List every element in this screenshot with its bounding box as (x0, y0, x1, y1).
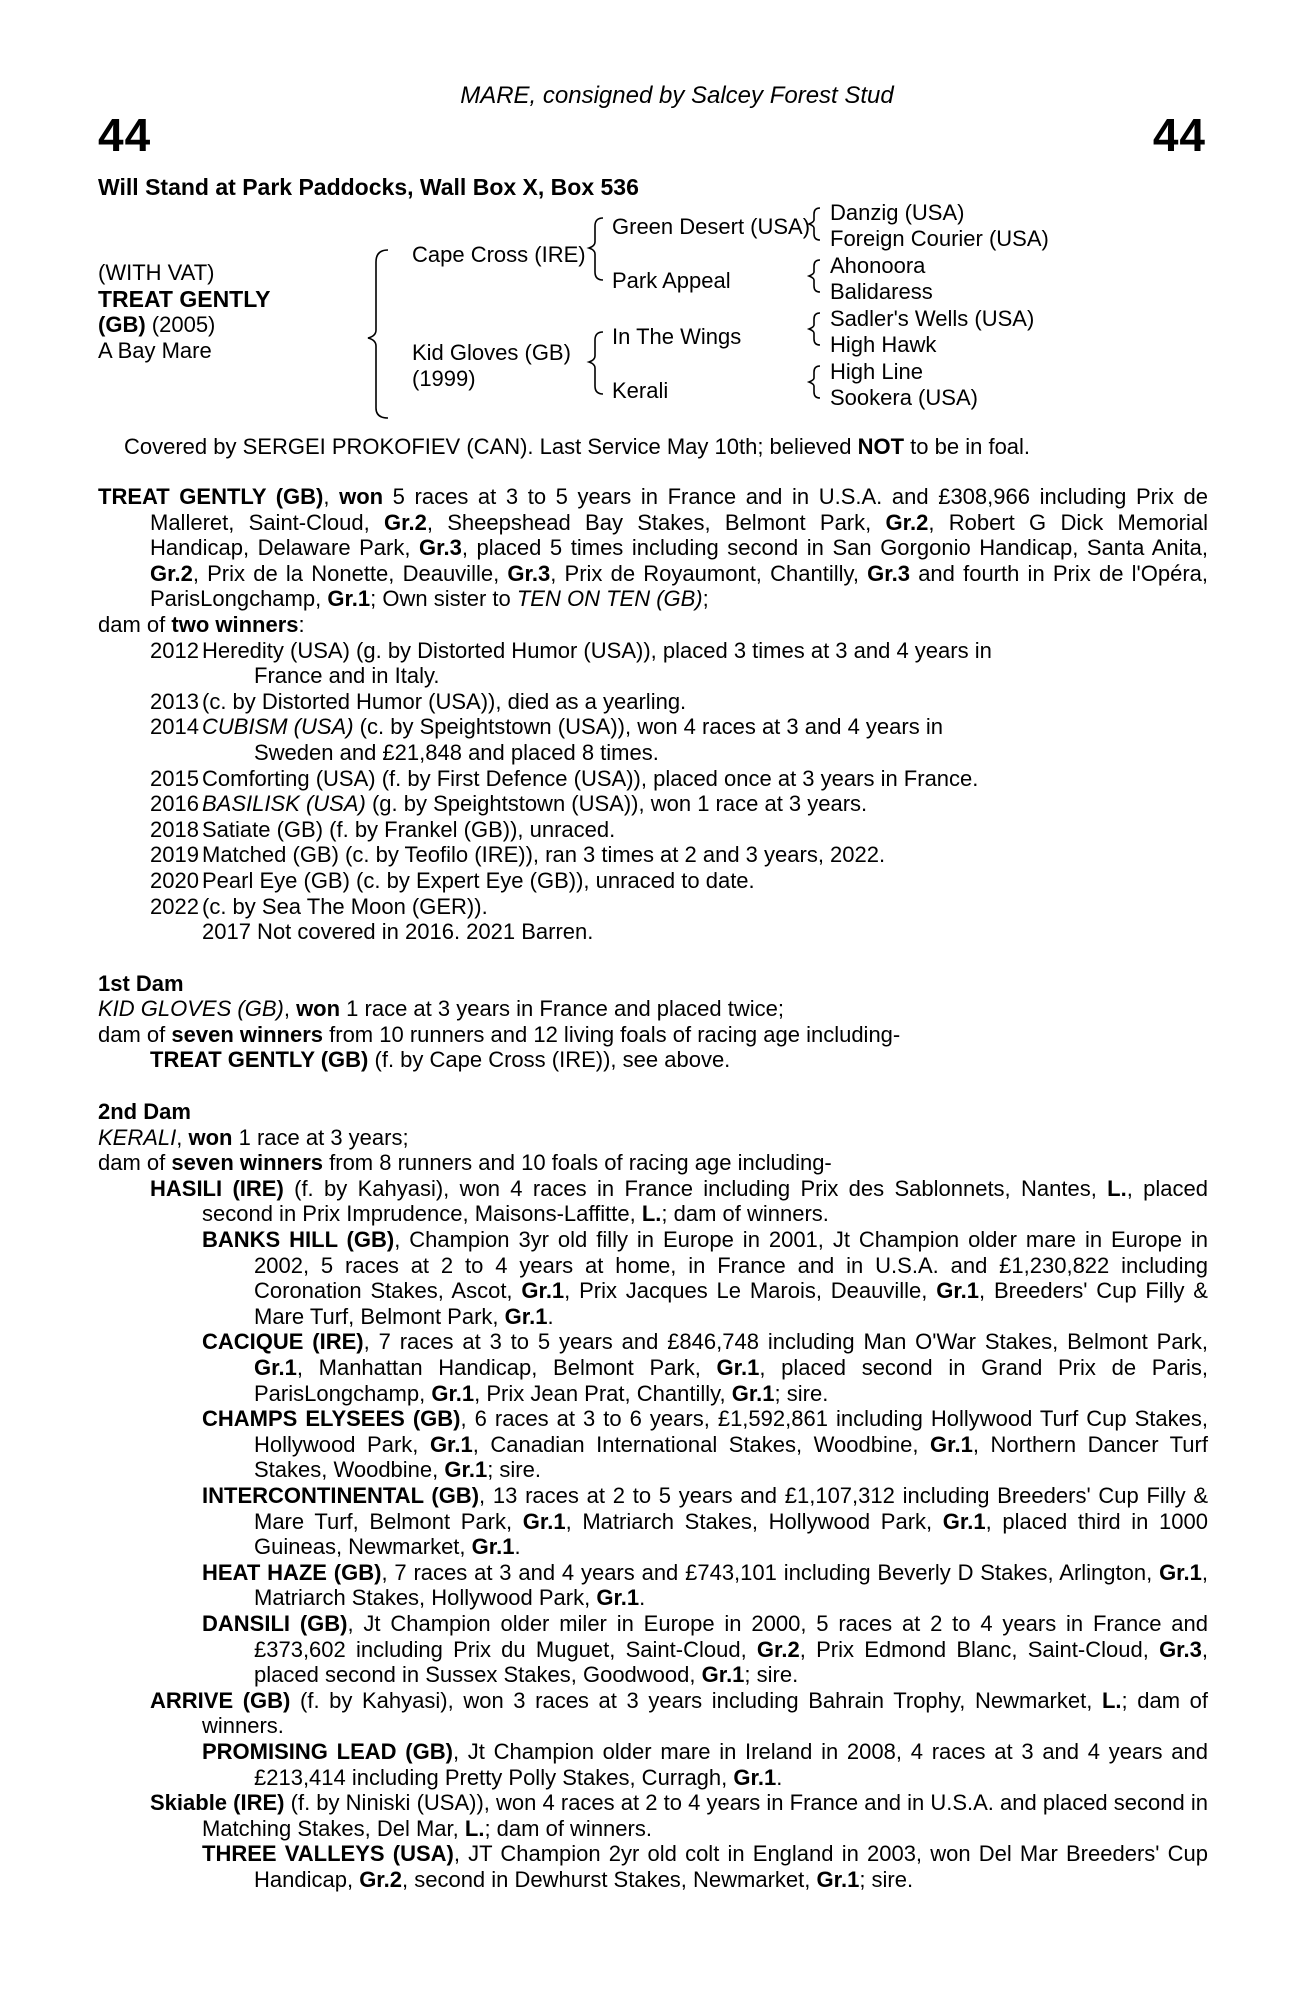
grade: Gr.1 (429, 1431, 473, 1457)
produce-row (98, 894, 1208, 920)
text: (c. by Speightstown (USA)), won 4 races at 3 and 4 years in (353, 714, 943, 740)
text: , Sheepshead Bay Stakes, Belmont Park, (426, 509, 886, 535)
lot-number-right: 44 (1152, 109, 1206, 161)
text: ; sire. (487, 1457, 541, 1483)
grade: Gr.1 (731, 1380, 775, 1406)
text: : (298, 611, 305, 637)
text: , Manhattan Handicap, Belmont Park, (296, 1355, 717, 1380)
grade: Gr.1 (521, 1278, 565, 1304)
text: , 6 races at 3 to 6 years, £1,592,861 including Hollywood Turf Cup Stakes, Hollywood Park, (254, 1406, 1208, 1457)
entry-heat-haze (98, 1560, 1208, 1611)
entry-champs-elysees (98, 1406, 1208, 1483)
stand-location: Will Stand at Park Paddocks, Wall Box X, Box 536 (98, 174, 639, 200)
grade: Gr.1 (733, 1764, 777, 1790)
grade: Gr.1 (444, 1457, 488, 1483)
produce-detail: (c. by Distorted Humor (USA)), died as a yearling. (202, 688, 687, 714)
grade: Gr.1 (816, 1866, 860, 1892)
produce-row (98, 817, 1208, 843)
grade: Gr.1 (942, 1508, 986, 1534)
text: , placed third in 1000 Guineas, Newmarket, (254, 1508, 1208, 1560)
text: 5 races at 3 to 5 years in France and in U.S.A. and £308,966 including Prix de Malleret, Saint-Cloud, (150, 484, 1208, 535)
first-dam-produce (98, 1022, 1208, 1048)
entry-promising-lead (98, 1739, 1208, 1790)
produce-detail (202, 714, 1208, 765)
produce-name: CUBISM (USA) (202, 714, 354, 740)
grade: Gr.2 (885, 509, 929, 535)
vat-note: (WITH VAT) (98, 260, 215, 285)
text: France and in Italy. (254, 663, 440, 689)
grade: L. (1101, 1687, 1122, 1713)
produce-year: 2018 (150, 816, 199, 842)
text: Heredity (USA) (g. by Distorted Humor (USA)), placed 3 times at 3 and 4 years in (202, 637, 992, 663)
dam-sire: In The Wings (612, 324, 742, 349)
entry-arrive (98, 1688, 1208, 1739)
produce-detail: Matched (GB) (c. by Teofilo (IRE)), ran 3 times at 2 and 3 years, 2022. (202, 842, 886, 868)
first-dam-line: KID GLOVES (GB), won 1 race at 3 years in France and placed twice; (98, 996, 784, 1022)
entry-name: ARRIVE (GB) (150, 1687, 291, 1713)
second-dam-name: KERALI (98, 1124, 177, 1150)
entry-name: HASILI (IRE) (150, 1175, 284, 1201)
produce-year: 2014 (150, 714, 199, 740)
dam-of-line (98, 612, 1208, 638)
grandsire-3: Ahonoora (830, 253, 926, 278)
produce-row (98, 919, 1208, 945)
first-dam-name: KID GLOVES (GB) (98, 996, 284, 1022)
text: , placed second in Grand Prix de Paris, ParisLongchamp, (254, 1355, 1209, 1406)
produce-row (98, 868, 1208, 894)
won-label: won (296, 996, 341, 1022)
text: , placed 5 times including second in San Gorgonio Handicap, Santa Anita, (461, 535, 1208, 561)
grade: Gr.1 (701, 1662, 745, 1688)
lot-number-left: 44 (98, 109, 152, 161)
sire: Cape Cross (IRE) (412, 242, 586, 267)
text: (f. by Kahyasi), won 3 races at 3 years including Bahrain Trophy, Newmarket, (290, 1687, 1102, 1713)
produce-year: 2020 (150, 867, 199, 893)
entry-banks-hill (98, 1227, 1208, 1329)
dam-year: (1999) (412, 366, 476, 391)
entry-cacique (98, 1329, 1208, 1406)
produce-detail (202, 791, 1208, 817)
grade: L. (464, 1815, 485, 1841)
text: ; sire. (859, 1866, 914, 1892)
text: , 13 races at 2 to 5 years and £1,107,312 including Breeders' Cup Filly & Mare Turf, Belmont Park, (254, 1482, 1209, 1534)
grade: Gr.1 (254, 1355, 297, 1380)
produce-detail: Comforting (USA) (f. by First Defence (USA)), placed once at 3 years in France. (202, 765, 979, 791)
grade: Gr.1 (471, 1534, 515, 1560)
entry-name: CHAMPS ELYSEES (GB) (202, 1406, 461, 1432)
entry-name: HEAT HAZE (GB) (202, 1559, 382, 1585)
entry-name: CACIQUE (IRE) (202, 1329, 364, 1355)
text: , Prix Jacques Le Marois, Deauville, (564, 1278, 937, 1304)
main-summary: TREAT GENTLY (GB), won 5 races at 3 to 5 years in France and in U.S.A. and £308,966 including Prix de Malleret, Saint-Cloud, Gr.2, Sheepshead Bay Stakes, Belmont Park, Gr.2, Robert G Dick Memorial Handicap, Delaware Park, Gr.3, placed 5 times including second in San Gorgonio Handicap, Santa Anita, Gr.2, Prix de la Nonette, Deauville, Gr.3, Prix de Royaumont, Chantilly, Gr.3 and fourth in Prix de l'Opéra, ParisLongchamp, Gr.1; Own sister to TEN ON TEN (GB); (98, 484, 1208, 612)
grade: L. (1107, 1175, 1127, 1201)
text-bold: seven winners (171, 1021, 324, 1047)
text: ; dam of winners. (484, 1815, 652, 1841)
entry-name: INTERCONTINENTAL (GB) (202, 1482, 480, 1508)
produce-row (98, 842, 1208, 868)
entry-name: THREE VALLEYS (USA) (202, 1841, 454, 1867)
produce-note: 2017 Not covered in 2016. 2021 Barren. (202, 919, 594, 945)
text: , Prix de la Nonette, Deauville, (192, 560, 508, 586)
grade: Gr.3 (1159, 1636, 1202, 1662)
produce-year: 2012 (150, 637, 199, 663)
text: and fourth in Prix de l'Opéra, ParisLongchamp, (150, 560, 1208, 612)
grade: Gr.2 (359, 1866, 402, 1892)
text: , Robert G Dick Memorial Handicap, Delaware Park, (150, 509, 1208, 561)
grade: Gr.1 (504, 1303, 548, 1329)
grade: Gr.1 (327, 586, 371, 612)
entry-three-valleys (98, 1841, 1208, 1892)
grandsire-5: Sadler's Wells (USA) (830, 306, 1035, 331)
text: . (639, 1585, 646, 1611)
grade: Gr.2 (150, 560, 193, 586)
produce-year: 2015 (150, 765, 199, 791)
produce-name: BASILISK (USA) (202, 791, 366, 817)
covered-not: NOT (857, 434, 905, 459)
text: , placed second in Prix Imprudence, Maisons-Laffitte, (202, 1175, 1208, 1227)
text: , Prix de Royaumont, Chantilly, (550, 560, 868, 586)
text: , Breeders' Cup Filly & Mare Turf, Belmont Park, (254, 1278, 1208, 1329)
text: . (514, 1534, 521, 1560)
grade: Gr.2 (756, 1636, 800, 1662)
text: . (547, 1303, 554, 1329)
produce-row (98, 689, 1208, 715)
produce-detail: Pearl Eye (GB) (c. by Expert Eye (GB)), unraced to date. (202, 867, 755, 893)
grade: L. (641, 1201, 662, 1227)
sister-name: TEN ON TEN (GB) (516, 586, 703, 612)
text: , Canadian International Stakes, Woodbine, (472, 1431, 931, 1457)
entry-skiable (98, 1790, 1208, 1841)
grandsire-1: Danzig (USA) (830, 200, 965, 225)
horse-year: (2005) (151, 312, 216, 337)
sire-dam: Park Appeal (612, 268, 731, 293)
text: , Northern Dancer Turf Stakes, Woodbine, (254, 1431, 1208, 1483)
produce-year (98, 919, 202, 945)
text: . (776, 1764, 783, 1790)
text: (f. by Niniski (USA)), won 4 races at 2 to 4 years in France and in U.S.A. and placed second in Matching Stakes, Del Mar, (202, 1790, 1208, 1841)
entry-dansili (98, 1611, 1208, 1688)
text-bold: seven winners (171, 1150, 324, 1176)
horse-description: A Bay Mare (98, 338, 212, 363)
text: dam of (98, 1021, 172, 1047)
granddam-8: Sookera (USA) (830, 385, 978, 410)
pedigree-table (98, 200, 1218, 420)
sire-sire: Green Desert (USA) (612, 214, 811, 239)
grade: Gr.3 (867, 560, 910, 586)
produce-row (98, 766, 1208, 792)
granddam-2: Foreign Courier (USA) (830, 226, 1049, 251)
text: ; dam of winners. (661, 1201, 829, 1227)
first-dam-heading: 1st Dam (98, 970, 184, 996)
consignment-line: MARE, consigned by Salcey Forest Stud (460, 82, 894, 109)
second-dam-produce (98, 1150, 1208, 1176)
covered-tail: to be in foal. (904, 434, 1031, 459)
entry-intercontinental (98, 1483, 1208, 1560)
grade: Gr.1 (596, 1585, 640, 1611)
grade: Gr.1 (431, 1380, 475, 1406)
produce-row (98, 791, 1208, 817)
entry-name: BANKS HILL (GB) (202, 1227, 395, 1253)
text: , second in Dewhurst Stakes, Newmarket, (402, 1866, 817, 1892)
text: ; sire. (744, 1662, 799, 1688)
produce-year: 2019 (150, 842, 199, 868)
text: (f. by Kahyasi), won 4 races in France including Prix des Sablonnets, Nantes, (283, 1175, 1108, 1201)
first-dam-entry (98, 1047, 1208, 1073)
text: , Jt Champion older mare in Ireland in 2008, 4 races at 3 and 4 years and £213,414 including Pretty Polly Stakes, Curragh, (254, 1738, 1208, 1790)
grandsire-7: High Line (830, 359, 923, 384)
produce-year: 2022 (150, 893, 199, 919)
text: 1 race at 3 years; (232, 1124, 409, 1150)
text: ; dam of winners. (202, 1687, 1208, 1739)
entry-hasili (98, 1176, 1208, 1227)
text: , placed second in Sussex Stakes, Goodwood, (254, 1636, 1208, 1688)
text: ; Own sister to (370, 586, 517, 612)
produce-detail: (c. by Sea The Moon (GER)). (202, 893, 488, 919)
entry-name: DANSILI (GB) (202, 1610, 348, 1636)
text: , Prix Jean Prat, Chantilly, (474, 1380, 732, 1406)
grade: Gr.1 (936, 1278, 980, 1304)
grade: Gr.1 (522, 1508, 566, 1534)
covered-text: Covered by SERGEI PROKOFIEV (CAN). Last Service May 10th; believed (124, 434, 858, 459)
produce-row (98, 638, 1208, 689)
text: ; (702, 586, 709, 612)
granddam-6: High Hawk (830, 332, 937, 357)
text: (f. by Cape Cross (IRE)), see above. (368, 1047, 731, 1073)
text: , Matriarch Stakes, Hollywood Park, (254, 1559, 1208, 1611)
grade: Gr.3 (507, 560, 551, 586)
text: , Prix Edmond Blanc, Saint-Cloud, (799, 1636, 1160, 1662)
produce-row (98, 714, 1208, 765)
text: , Champion 3yr old filly in Europe in 2001, Jt Champion older mare in Europe in 2002, 5 races at 2 to 4 years at home, in France and in U.S.A. and £1,230,822 including Coronation Stakes, Ascot, (254, 1227, 1208, 1304)
entry-name: TREAT GENTLY (GB) (150, 1047, 369, 1073)
text: , Matriarch Stakes, Hollywood Park, (565, 1508, 943, 1534)
text: , Jt Champion older miler in Europe in 2000, 5 races at 2 to 4 years in France and £373,602 including Prix du Muguet, Saint-Cloud, (254, 1610, 1208, 1662)
produce-detail (202, 638, 1208, 689)
dam-dam: Kerali (612, 378, 669, 403)
grade: Gr.1 (930, 1431, 973, 1457)
text: from 8 runners and 10 foals of racing age including- (323, 1150, 832, 1176)
text: (g. by Speightstown (USA)), won 1 race at 3 years. (365, 791, 868, 817)
produce-list (98, 638, 1208, 945)
text: , 7 races at 3 to 5 years and £846,748 including Man O'War Stakes, Belmont Park, (363, 1329, 1209, 1355)
covered-note (124, 434, 1030, 460)
horse-country: (GB) (98, 312, 146, 337)
text: Sweden and £21,848 and placed 8 times. (254, 739, 659, 765)
text: , 7 races at 3 and 4 years and £743,101 including Beverly D Stakes, Arlington, (381, 1559, 1160, 1585)
text: 1 race at 3 years in France and placed twice; (340, 996, 784, 1022)
won-label: won (339, 484, 384, 509)
second-dam-line: KERALI, won 1 race at 3 years; (98, 1124, 409, 1150)
produce-year: 2016 (150, 791, 199, 817)
text: dam of (98, 611, 172, 637)
grade: Gr.3 (419, 535, 462, 561)
grade: Gr.1 (1159, 1559, 1202, 1585)
text: ; sire. (774, 1380, 829, 1406)
entry-name: Skiable (IRE) (150, 1790, 285, 1816)
text-bold: two winners (171, 611, 299, 637)
horse-origin (98, 312, 215, 338)
granddam-4: Balidaress (830, 279, 933, 304)
entry-name: PROMISING LEAD (GB) (202, 1738, 453, 1764)
produce-year: 2013 (150, 688, 199, 714)
text: , JT Champion 2yr old colt in England in 2003, won Del Mar Breeders' Cup Handicap, (254, 1841, 1208, 1892)
grade: Gr.1 (716, 1355, 760, 1380)
text: from 10 runners and 12 living foals of racing age including- (323, 1021, 901, 1047)
dam: Kid Gloves (GB) (412, 340, 571, 365)
second-dam-heading: 2nd Dam (98, 1099, 191, 1125)
catalogue-body (98, 484, 1208, 1892)
main-horse-name: TREAT GENTLY (GB) (98, 484, 324, 509)
won-label: won (188, 1124, 233, 1150)
grade: Gr.2 (384, 509, 427, 535)
text: dam of (98, 1150, 172, 1176)
horse-name: TREAT GENTLY (98, 286, 271, 312)
produce-detail: Satiate (GB) (f. by Frankel (GB)), unraced. (202, 816, 616, 842)
